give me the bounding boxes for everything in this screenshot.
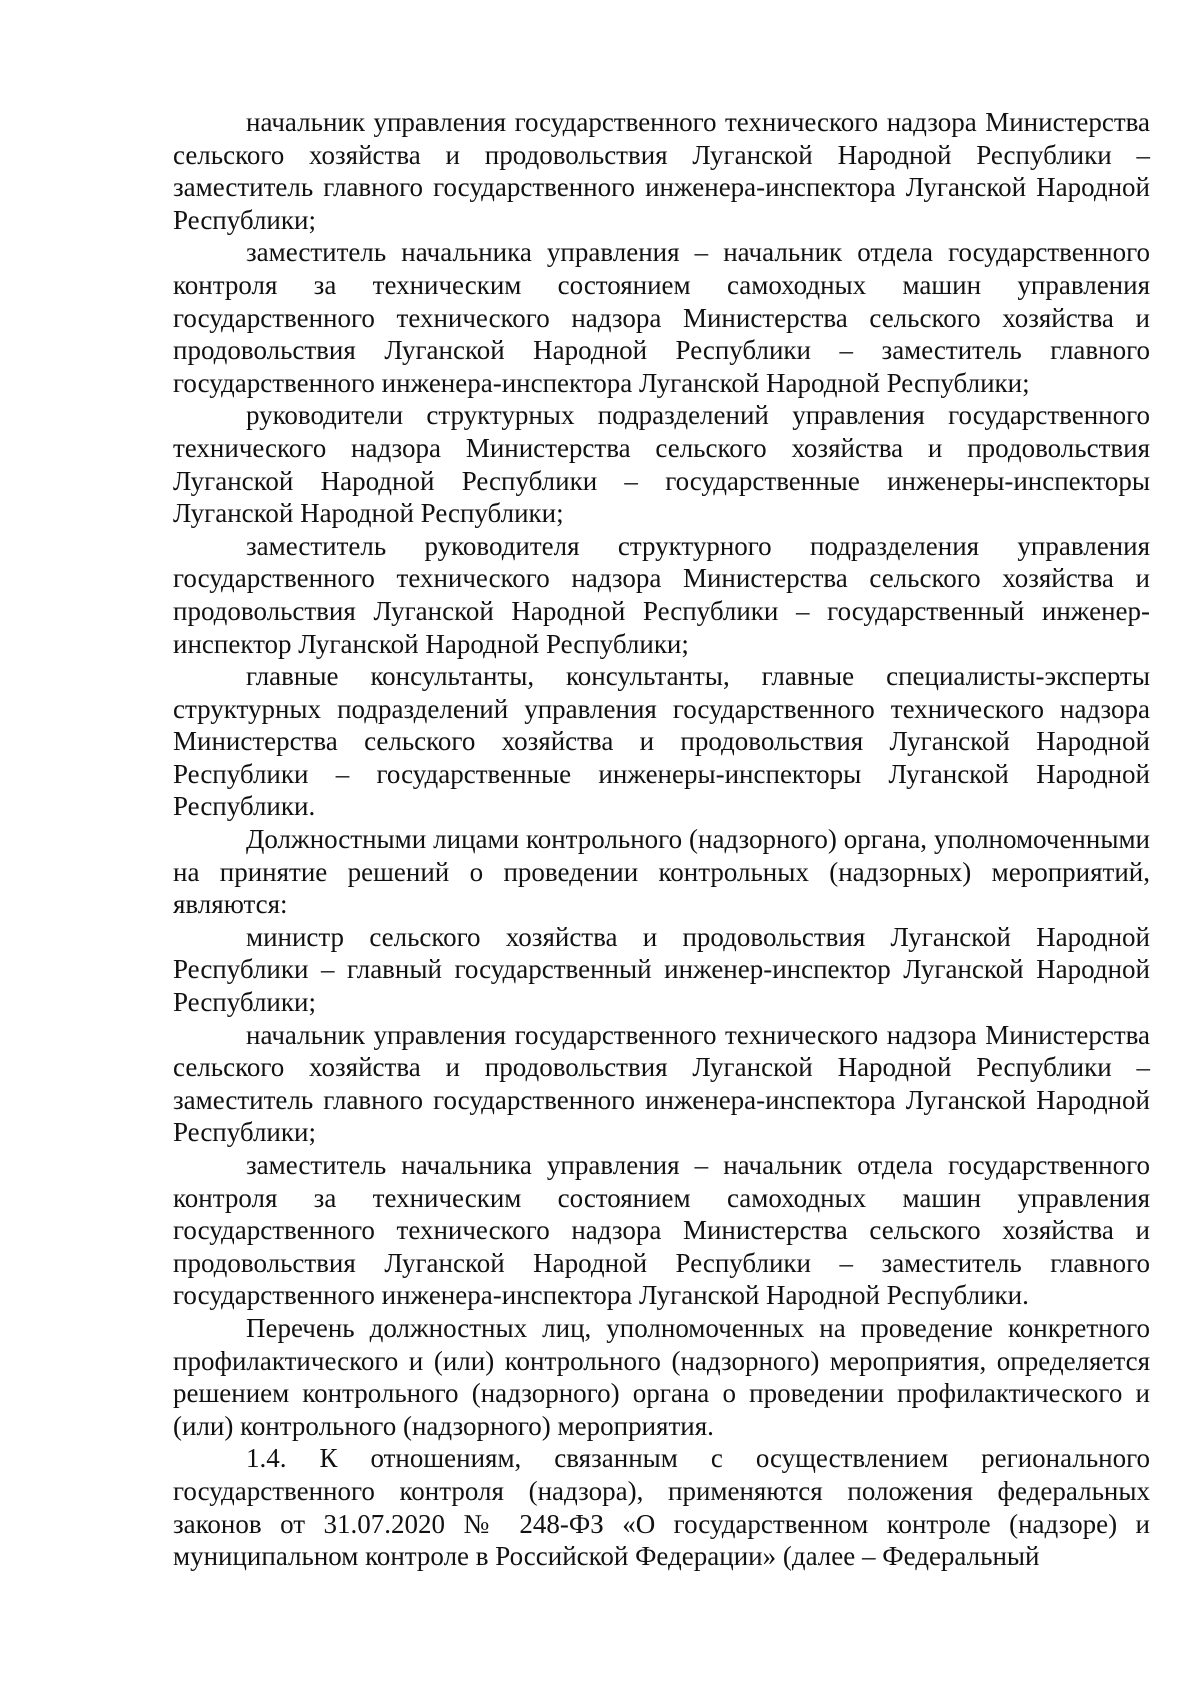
paragraph-deputy-head-of-department: заместитель начальника управления – начальник отдела государственного контроля за техническим состоянием самоходных машин управления государственного технического надзора Министерства сельского хозяйства и продовольствия Луганской Народной Республики – заместитель главного государственного инженера-инспектора Луганской Народной Республики; bbox=[173, 237, 1150, 398]
paragraph-head-of-department: начальник управления государственного технического надзора Министерства сельского хозяйства и продовольствия Луганской Народной Республики – заместитель главного государственного инженера-инспектора Луганской Народной Республики; bbox=[173, 107, 1150, 235]
paragraph-list-of-officials: Перечень должностных лиц, уполномоченных на проведение конкретного профилактического и (или) контрольного (надзорного) мероприятия, определяется решением контрольного (надзорного) органа о проведении профилактического и (или) контрольного (надзорного) мероприятия. bbox=[173, 1312, 1150, 1441]
paragraph-deputy-head-of-unit: заместитель руководителя структурного подразделения управления государственного технического надзора Министерства сельского хозяйства и продовольствия Луганской Народной Республики – государственный инженер-инспектор Луганской Народной Республики; bbox=[173, 530, 1150, 659]
paragraph-heads-of-units: руководители структурных подразделений управления государственного технического надзора Министерства сельского хозяйства и продовольствия Луганской Народной Республики – государственные инженеры-инспекторы Луганской Народной Республики; bbox=[173, 400, 1150, 529]
document-page bbox=[173, 106, 1150, 1573]
paragraph-head-of-department-2: начальник управления государственного технического надзора Министерства сельского хозяйства и продовольствия Луганской Народной Республики – заместитель главного государственного инженера-инспектора Луганской Народной Республики; bbox=[173, 1019, 1150, 1148]
paragraph-minister: министр сельского хозяйства и продовольствия Луганской Народной Республики – главный государственный инженер-инспектор Луганской Народной Республики; bbox=[173, 921, 1150, 1018]
paragraph-section-1-4: 1.4. К отношениям, связанным с осуществлением регионального государственного контроля (надзора), применяются положения федеральных законов от 31.07.2020 № 248-ФЗ «О государственном контроле (надзоре) и муниципальном контроле в Российской Федерации» (далее – Федеральный bbox=[173, 1443, 1150, 1572]
paragraph-consultants: главные консультанты, консультанты, главные специалисты-эксперты структурных подразделений управления государственного технического надзора Министерства сельского хозяйства и продовольствия Луганской Народной Республики – государственные инженеры-инспекторы Луганской Народной Республики. bbox=[173, 661, 1150, 822]
paragraph-officials-decision-makers: Должностными лицами контрольного (надзорного) органа, уполномоченными на принятие решений о проведении контрольных (надзорных) мероприятий, являются: bbox=[173, 824, 1150, 920]
paragraph-deputy-head-of-department-2: заместитель начальника управления – начальник отдела государственного контроля за техническим состоянием самоходных машин управления государственного технического надзора Министерства сельского хозяйства и продовольствия Луганской Народной Республики – заместитель главного государственного инженера-инспектора Луганской Народной Республики. bbox=[173, 1150, 1150, 1311]
